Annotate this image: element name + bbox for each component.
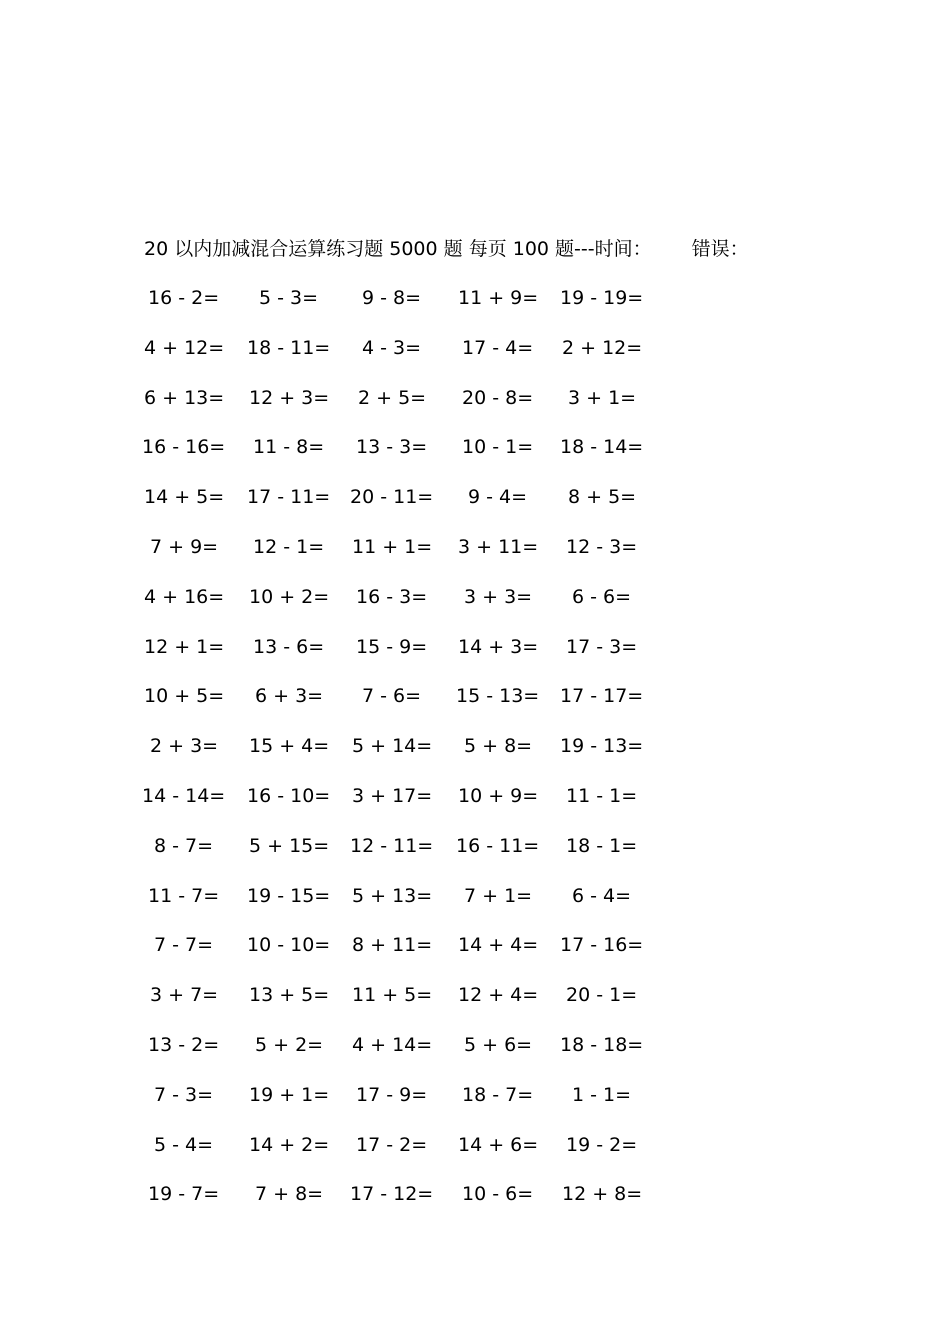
problem-row (0, 283, 950, 313)
problem-item: 19 - 7= (148, 1183, 220, 1206)
problem-item: 16 - 11= (456, 834, 540, 857)
problem-row (0, 1179, 950, 1209)
problem-item: 13 - 2= (148, 1034, 220, 1056)
problem-item: 5 + 6= (464, 1034, 533, 1056)
problem-item: 5 - 3= (259, 287, 319, 309)
problem-item: 10 - 1= (462, 436, 534, 459)
problem-item: 20 - 1= (566, 984, 638, 1007)
problem-item: 11 + 1= (352, 536, 433, 558)
problem-item: 19 - 13= (560, 735, 644, 758)
problem-item: 14 + 5= (144, 486, 225, 509)
problem-item: 4 + 14= (352, 1034, 433, 1056)
problem-item: 6 - 4= (572, 884, 632, 907)
problem-item: 6 + 3= (255, 685, 324, 708)
problem-item: 15 - 13= (456, 685, 540, 708)
problem-item: 20 - 11= (350, 486, 434, 509)
problem-item: 5 - 4= (154, 1133, 214, 1156)
problem-item: 12 + 3= (249, 386, 330, 409)
problem-item: 3 + 3= (464, 585, 533, 608)
problem-item: 2 + 12= (562, 336, 643, 359)
problem-item: 17 - 12= (350, 1183, 434, 1206)
problem-row (0, 731, 950, 761)
problem-row (0, 930, 950, 960)
problem-item: 5 + 15= (249, 834, 330, 857)
problem-item: 19 - 2= (566, 1133, 638, 1156)
problem-item: 9 - 4= (468, 486, 528, 509)
problem-item: 7 + 9= (150, 536, 219, 558)
problem-item: 18 - 14= (560, 436, 644, 459)
problem-item: 10 + 9= (458, 785, 539, 807)
problem-row (0, 1080, 950, 1110)
worksheet-title: 20 以内加减混合运算练习题 5000 题 每页 100 题---时间： (144, 238, 652, 260)
problem-item: 12 - 11= (350, 834, 434, 857)
problem-item: 10 + 2= (249, 585, 330, 608)
problem-item: 11 - 1= (566, 785, 638, 807)
problem-item: 11 + 5= (352, 984, 433, 1007)
problem-item: 17 - 11= (247, 486, 331, 509)
problem-item: 10 + 5= (144, 685, 225, 708)
problem-item: 5 + 14= (352, 735, 433, 758)
problem-item: 4 - 3= (362, 336, 422, 359)
problem-item: 17 - 3= (566, 635, 638, 658)
problem-item: 16 - 3= (356, 585, 428, 608)
problem-item: 18 - 11= (247, 336, 331, 359)
problem-item: 19 - 19= (560, 287, 644, 309)
problem-item: 5 + 8= (464, 735, 533, 758)
problem-item: 18 - 7= (462, 1083, 534, 1106)
problem-item: 20 - 8= (462, 386, 534, 409)
problem-item: 14 + 6= (458, 1133, 539, 1156)
problem-item: 18 - 18= (560, 1034, 644, 1056)
problem-item: 12 - 3= (566, 536, 638, 558)
problem-item: 19 + 1= (249, 1083, 330, 1106)
problem-row (0, 632, 950, 662)
errors-label: 错误： (691, 238, 749, 260)
problem-row (0, 681, 950, 711)
problem-item: 6 - 6= (572, 585, 632, 608)
problem-item: 11 + 9= (458, 287, 539, 309)
problem-item: 14 + 3= (458, 635, 539, 658)
problem-item: 2 + 3= (150, 735, 219, 758)
problem-item: 6 + 13= (144, 386, 225, 409)
problem-item: 17 - 9= (356, 1083, 428, 1106)
problem-row (0, 432, 950, 462)
problem-item: 7 + 8= (255, 1183, 324, 1206)
problem-row (0, 781, 950, 811)
problem-row (0, 333, 950, 363)
problem-row (0, 881, 950, 911)
problem-item: 12 + 8= (562, 1183, 643, 1206)
problem-item: 8 + 11= (352, 934, 433, 957)
problem-item: 1 - 1= (572, 1083, 632, 1106)
problem-item: 14 - 14= (142, 785, 226, 807)
problem-item: 9 - 8= (362, 287, 422, 309)
problem-item: 3 + 11= (458, 536, 539, 558)
problem-item: 15 + 4= (249, 735, 330, 758)
problem-row (0, 532, 950, 562)
problem-row (0, 582, 950, 612)
problem-item: 10 - 10= (247, 934, 331, 957)
problem-item: 5 + 13= (352, 884, 433, 907)
problem-item: 17 - 16= (560, 934, 644, 957)
problem-item: 15 - 9= (356, 635, 428, 658)
problem-item: 4 + 16= (144, 585, 225, 608)
problem-item: 7 - 3= (154, 1083, 214, 1106)
problem-item: 7 + 1= (464, 884, 533, 907)
problem-item: 10 - 6= (462, 1183, 534, 1206)
problem-item: 14 + 4= (458, 934, 539, 957)
problem-item: 4 + 12= (144, 336, 225, 359)
problem-row (0, 831, 950, 861)
problem-item: 12 + 1= (144, 635, 225, 658)
problem-item: 19 - 15= (247, 884, 331, 907)
problem-item: 11 - 8= (253, 436, 325, 459)
problem-item: 13 - 6= (253, 635, 325, 658)
problem-item: 3 + 17= (352, 785, 433, 807)
problem-row (0, 1030, 950, 1060)
problem-item: 16 - 10= (247, 785, 331, 807)
problem-item: 3 + 7= (150, 984, 219, 1007)
problem-item: 17 - 17= (560, 685, 644, 708)
problem-item: 18 - 1= (566, 834, 638, 857)
problem-item: 13 - 3= (356, 436, 428, 459)
problem-item: 16 - 2= (148, 287, 220, 309)
problem-row (0, 383, 950, 413)
problem-item: 7 - 7= (154, 934, 214, 957)
problem-item: 16 - 16= (142, 436, 226, 459)
problem-item: 11 - 7= (148, 884, 220, 907)
problem-item: 12 - 1= (253, 536, 325, 558)
problem-item: 14 + 2= (249, 1133, 330, 1156)
problem-item: 8 - 7= (154, 834, 214, 857)
problem-row (0, 482, 950, 512)
problem-row (0, 980, 950, 1010)
problem-item: 5 + 2= (255, 1034, 324, 1056)
problem-item: 13 + 5= (249, 984, 330, 1007)
problem-item: 7 - 6= (362, 685, 422, 708)
problem-item: 17 - 4= (462, 336, 534, 359)
problem-item: 17 - 2= (356, 1133, 428, 1156)
problem-row (0, 1130, 950, 1160)
problem-item: 2 + 5= (358, 386, 427, 409)
problem-item: 12 + 4= (458, 984, 539, 1007)
problem-item: 8 + 5= (568, 486, 637, 509)
problem-item: 3 + 1= (568, 386, 637, 409)
